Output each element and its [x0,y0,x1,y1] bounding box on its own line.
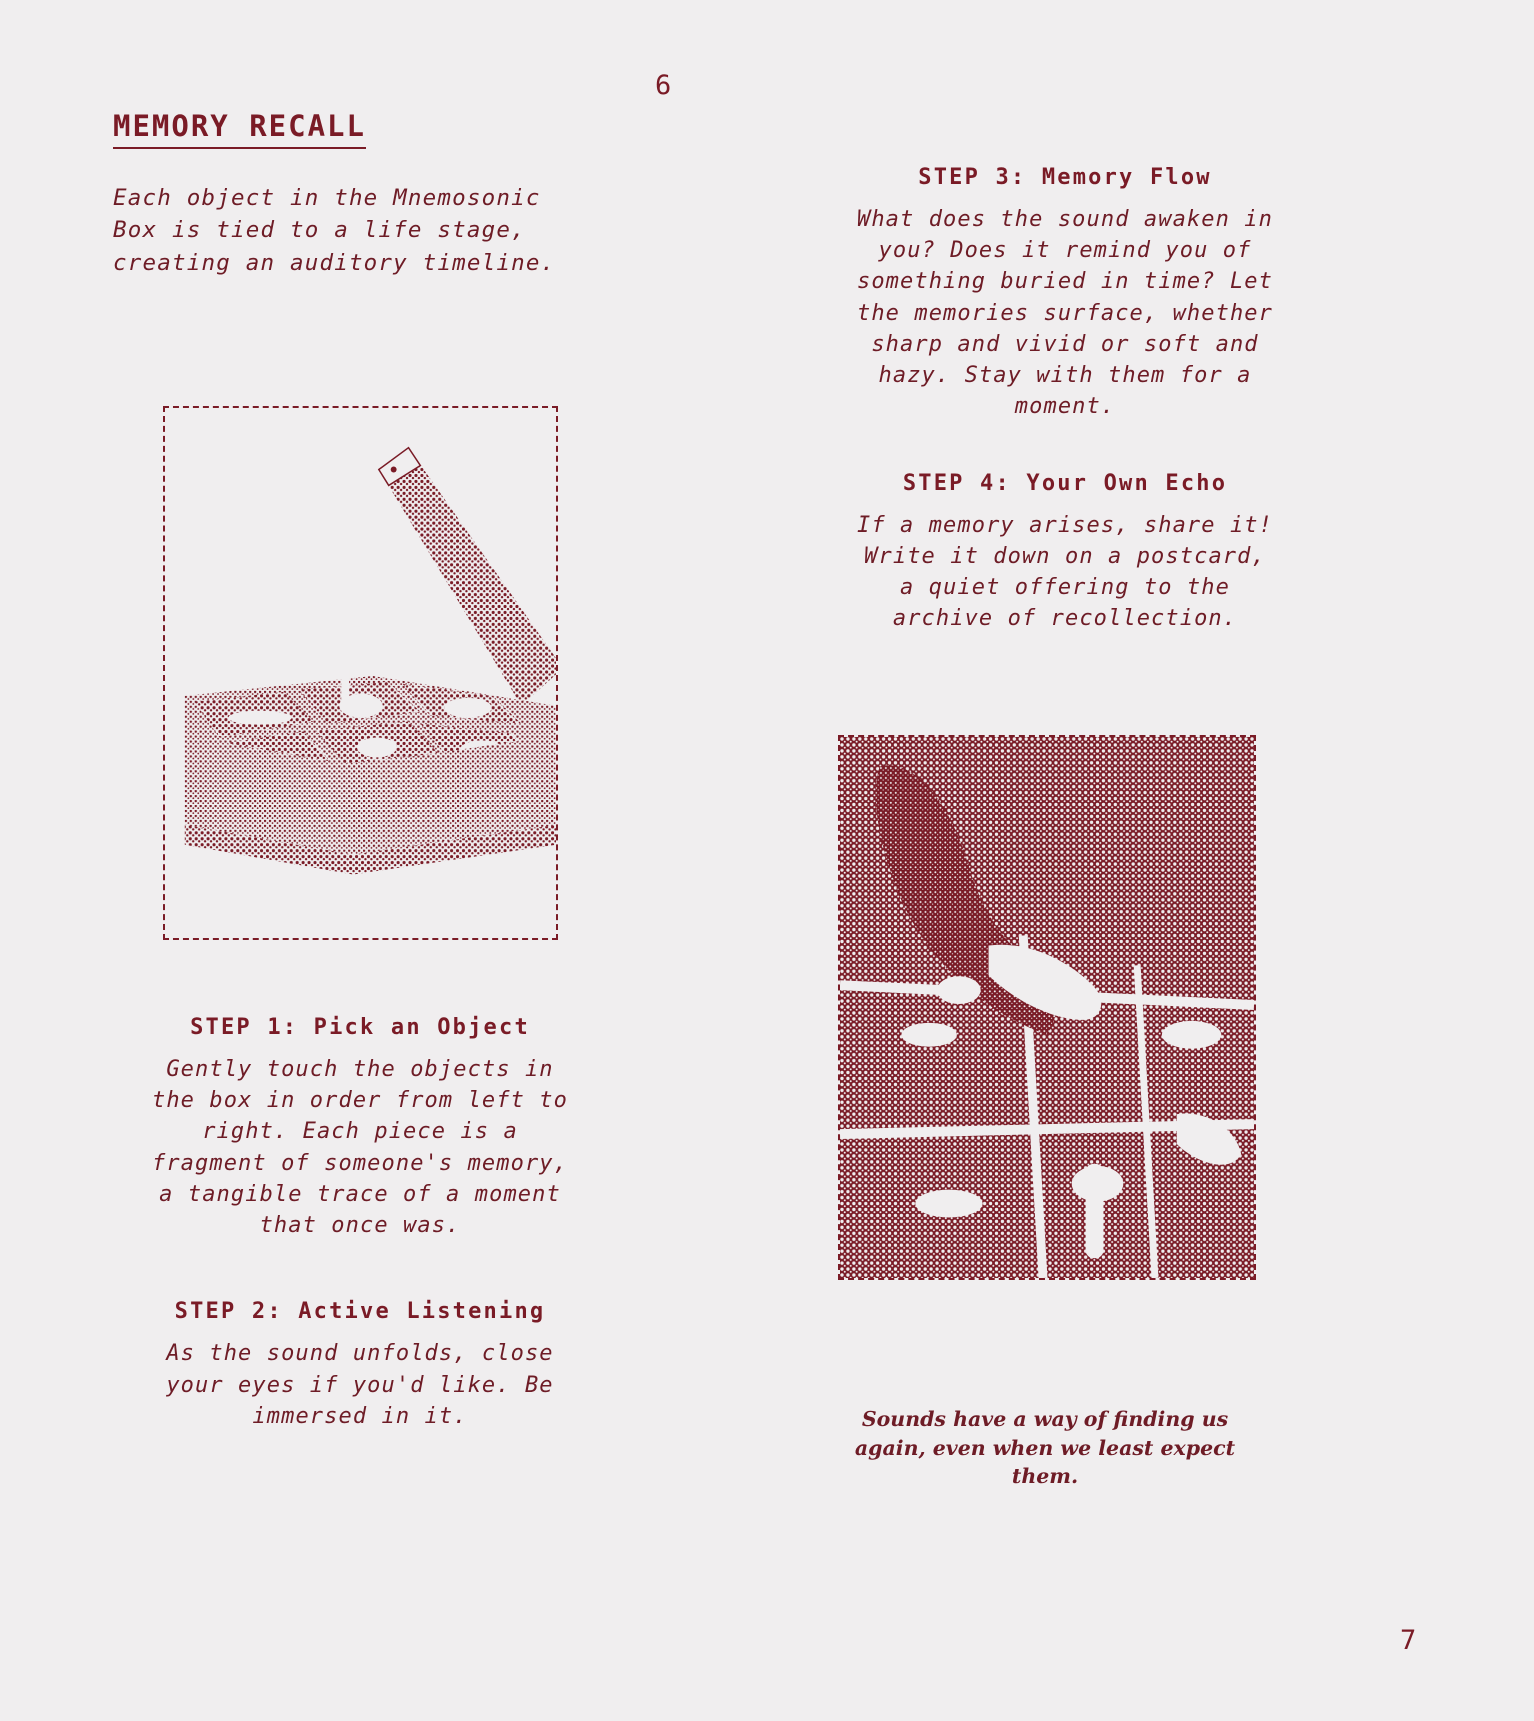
page-number-right: 7 [1400,1625,1418,1656]
step-block-4 [855,471,1275,635]
hands-illustration-svg [840,737,1254,1278]
mnemosonic-box-photo [163,406,558,940]
step-2-heading: STEP 2: Active Listening [174,1299,546,1325]
step-1-body: Gently touch the objects in the box in order from left to right. Each piece is a fragment of someone's memory, a tangible trace of a moment that once was. [151,1057,568,1239]
step-4-heading: STEP 4: Your Own Echo [902,470,1228,496]
step-3-heading: STEP 3: Memory Flow [918,165,1212,190]
page-title: MEMORY RECALL [113,110,366,149]
closing-quote: Sounds have a way of finding us again, even when we least expect them. [854,1407,1236,1489]
step-block-1 [150,1015,570,1241]
page-number-left: 6 [655,70,673,101]
step-4-body: If a memory arises, share it! Write it down on a postcard, a quiet offering to the archive of recollection. [856,512,1273,632]
step-block-2 [150,1299,570,1432]
left-steps-column [150,1015,570,1432]
step-1-heading: STEP 1: Pick an Object [190,1015,530,1040]
photo-halftone-left [165,408,556,938]
hands-photo [838,735,1256,1280]
step-3-body: What does the sound awaken in you? Does it remind you of something buried in time? Let the memories surface, whether sharp and vivid or soft and hazy. Stay with them for a moment. [856,207,1273,420]
intro-paragraph: Each object in the Mnemosonic Box is tied to a life stage, creating an auditory timeline. [113,185,556,276]
box-illustration-svg [165,408,556,938]
step-block-3 [855,165,1275,423]
step-2-body: As the sound unfolds, close your eyes if you'd like. Be immersed in it. [166,1341,554,1429]
right-steps-column [855,165,1275,635]
photo-halftone-right [840,737,1254,1278]
